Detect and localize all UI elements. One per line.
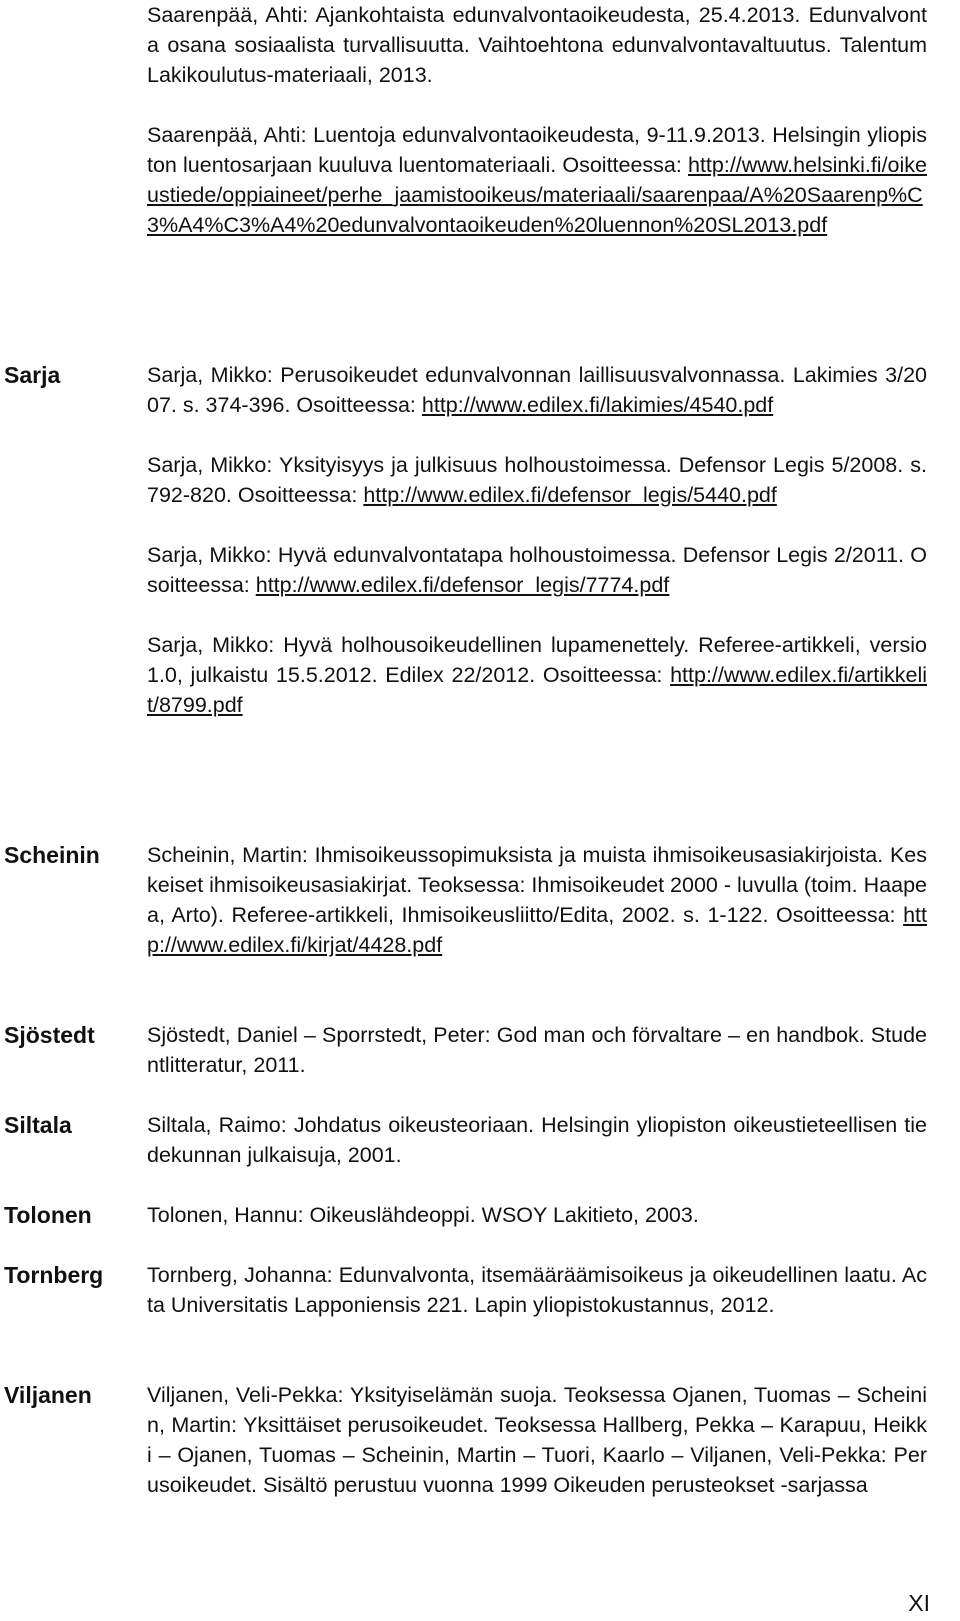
reference-link[interactable]: http://www.helsinki.fi/oikeustiede/oppiaineet/perhe_jaamistooikeus/materiaali/saarenpaa/A%20Saarenp%C3%A4%C3%A4%20edunvalvontaoikeuden%20luennon%20SL2013.pdf (147, 153, 927, 237)
reference-text: Sarja, Mikko: Perusoikeudet edunvalvonnan laillisuusvalvonnassa. Lakimies 3/2007. s. 374-396. Osoitteessa: (147, 363, 927, 417)
reference-text: Saarenpää, Ahti: Luentoja edunvalvontaoikeudesta, 9-11.9.2013. Helsingin yliopiston luentosarjaan kuuluva luentomateriaali. Osoitteessa: (147, 123, 927, 177)
reference-text: Saarenpää, Ahti: Ajankohtaista edunvalvontaoikeudesta, 25.4.2013. Edunvalvonta osana sosiaalista turvallisuutta. Vaihtoehtona edunvalvontavaltuutus. Talentum Lakikoulutus-materiaali, 2013. (147, 3, 927, 87)
reference-link[interactable]: http://www.edilex.fi/artikkelit/8799.pdf (147, 663, 927, 717)
author-key: Viljanen (4, 1382, 92, 1408)
reference-list (147, 360, 927, 720)
reference-list (147, 1200, 927, 1230)
reference-entry (147, 120, 927, 240)
reference-text: Tornberg, Johanna: Edunvalvonta, itsemääräämisoikeus ja oikeudellinen laatu. Acta Universitatis Lapponiensis 221. Lapin yliopistokustannus, 2012. (147, 1263, 927, 1317)
reference-entry (147, 0, 927, 90)
reference-entry (147, 1020, 927, 1080)
reference-text: Sarja, Mikko: Hyvä edunvalvontatapa holhoustoimessa. Defensor Legis 2/2011. Osoitteessa: (147, 543, 927, 597)
reference-list (147, 1380, 927, 1500)
author-key: Tornberg (4, 1262, 104, 1288)
reference-entry (147, 1200, 927, 1230)
reference-link[interactable]: http://www.edilex.fi/kirjat/4428.pdf (147, 903, 927, 957)
reference-link[interactable]: http://www.edilex.fi/defensor_legis/5440.pdf (363, 483, 777, 507)
reference-entry (147, 630, 927, 720)
reference-text: Sjöstedt, Daniel – Sporrstedt, Peter: God man och förvaltare – en handbok. Studentlitteratur, 2011. (147, 1023, 927, 1077)
reference-list (147, 1110, 927, 1170)
reference-entry (147, 450, 927, 510)
reference-text: Siltala, Raimo: Johdatus oikeusteoriaan. Helsingin yliopiston oikeustieteellisen tiedekunnan julkaisuja, 2001. (147, 1113, 927, 1167)
reference-entry (147, 840, 927, 960)
reference-list (147, 0, 927, 240)
reference-text: Scheinin, Martin: Ihmisoikeussopimuksista ja muista ihmisoikeusasiakirjoista. Keskeiset ihmisoikeusasiakirjat. Teoksessa: Ihmisoikeudet 2000 - luvulla (toim. Haapea, Arto). Referee-artikkeli, Ihmisoikeusliitto/Edita, 2002. s. 1-122. Osoitteessa: (147, 843, 927, 927)
reference-list (147, 1260, 927, 1320)
author-key: Tolonen (4, 1202, 92, 1228)
reference-entry (147, 1110, 927, 1170)
reference-link[interactable]: http://www.edilex.fi/defensor_legis/7774.pdf (255, 573, 670, 597)
reference-entry (147, 1260, 927, 1320)
author-key: Scheinin (4, 842, 100, 868)
reference-list (147, 1020, 927, 1080)
reference-entry (147, 540, 927, 600)
reference-text: Viljanen, Veli-Pekka: Yksityiselämän suoja. Teoksessa Ojanen, Tuomas – Scheinin, Martin: Yksittäiset perusoikeudet. Teoksessa Hallberg, Pekka – Karapuu, Heikki – Ojanen, Tuomas – Scheinin, Martin – Tuori, Kaarlo – Viljanen, Veli-Pekka: Perusoikeudet. Sisältö perustuu vuonna 1999 Oikeuden perusteokset -sarjassa (147, 1383, 927, 1497)
page-number: XI (908, 1590, 930, 1616)
reference-text: Tolonen, Hannu: Oikeuslähdeoppi. WSOY Lakitieto, 2003. (147, 1203, 699, 1227)
reference-entry (147, 1380, 927, 1500)
reference-text: Sarja, Mikko: Yksityisyys ja julkisuus holhoustoimessa. Defensor Legis 5/2008. s. 792-820. Osoitteessa: (147, 453, 927, 507)
reference-link[interactable]: http://www.edilex.fi/lakimies/4540.pdf (421, 393, 774, 417)
author-key: Sarja (4, 362, 61, 388)
author-key: Sjöstedt (4, 1022, 95, 1048)
reference-entry (147, 360, 927, 420)
author-key: Siltala (4, 1112, 72, 1138)
reference-text: Sarja, Mikko: Hyvä holhousoikeudellinen lupamenettely. Referee-artikkeli, versio 1.0, julkaistu 15.5.2012. Edilex 22/2012. Osoitteessa: (147, 633, 927, 687)
reference-list (147, 840, 927, 960)
